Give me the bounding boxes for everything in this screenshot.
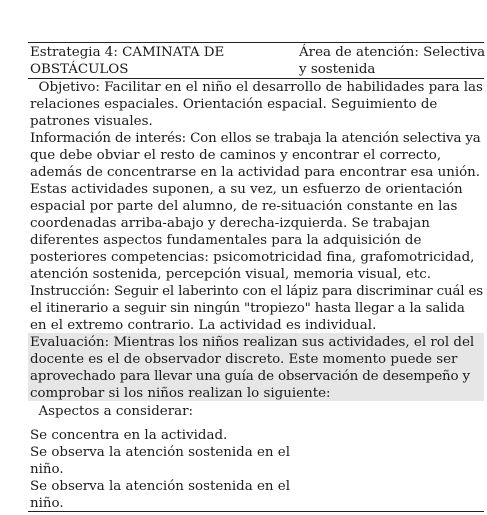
info-line: Estas actividades suponen, a su vez, un esfuerzo de orientación	[30, 182, 463, 197]
instruction-line: en el extremo contrario. La actividad es individual.	[30, 318, 377, 333]
evaluation-line: docente es el de observador discreto. Este momento puede ser	[30, 352, 458, 367]
info-line: espacial por parte del alumno, de re-situación constante en las	[30, 199, 458, 214]
instruction-line: el itinerario a seguir sin ningún "tropiezo" hasta llegar a la salida	[30, 301, 465, 316]
aspects-heading: Aspectos a considerar:	[30, 404, 193, 419]
info-line: diferentes aspectos fundamentales para la adquisición de	[30, 233, 422, 248]
evaluation-line: Evaluación: Mientras los niños realizan sus actividades, el rol del	[30, 335, 475, 350]
info-line: coordenadas arriba-abajo y derecha-izquierda. Se trabajan	[30, 216, 430, 231]
attention-area-line1: Área de atención: Selectiva	[299, 45, 486, 60]
bottom-rule	[28, 511, 484, 512]
checklist-item: Se observa la atención sostenida en el	[30, 479, 290, 494]
attention-area-line2: y sostenida	[299, 62, 376, 77]
info-line: que debe obviar el resto de caminos y encontrar el correcto,	[30, 148, 442, 163]
info-line: además de concentrarse en la actividad para encontrar esa unión.	[30, 165, 481, 180]
objective-line: patrones visuales.	[30, 114, 153, 129]
instruction-line: Instrucción: Seguir el laberinto con el lápiz para discriminar cuál es	[30, 284, 484, 299]
strategy-title-line2: OBSTÁCULOS	[30, 62, 129, 77]
evaluation-line: comprobar si los niños realizan lo siguiente:	[30, 386, 331, 401]
objective-line: relaciones espaciales. Orientación espacial. Seguimiento de	[30, 97, 438, 112]
objective-line: Objetivo: Facilitar en el niño el desarrollo de habilidades para las	[30, 80, 483, 95]
checklist-item: Se observa la atención sostenida en el	[30, 445, 290, 460]
info-line: Información de interés: Con ellos se trabaja la atención selectiva ya	[30, 131, 481, 146]
top-rule	[28, 42, 484, 43]
info-line: atención sostenida, percepción visual, memoria visual, etc.	[30, 267, 431, 282]
checklist-item: Se concentra en la actividad.	[30, 428, 228, 443]
strategy-title-line1: Estrategia 4: CAMINATA DE	[30, 45, 225, 60]
checklist-item: niño.	[30, 462, 64, 477]
info-line: posteriores competencias: psicomotricidad fina, grafomotricidad,	[30, 250, 475, 265]
evaluation-line: aprovechado para llevar una guía de observación de desempeño y	[30, 369, 470, 384]
checklist-item: niño.	[30, 496, 64, 511]
